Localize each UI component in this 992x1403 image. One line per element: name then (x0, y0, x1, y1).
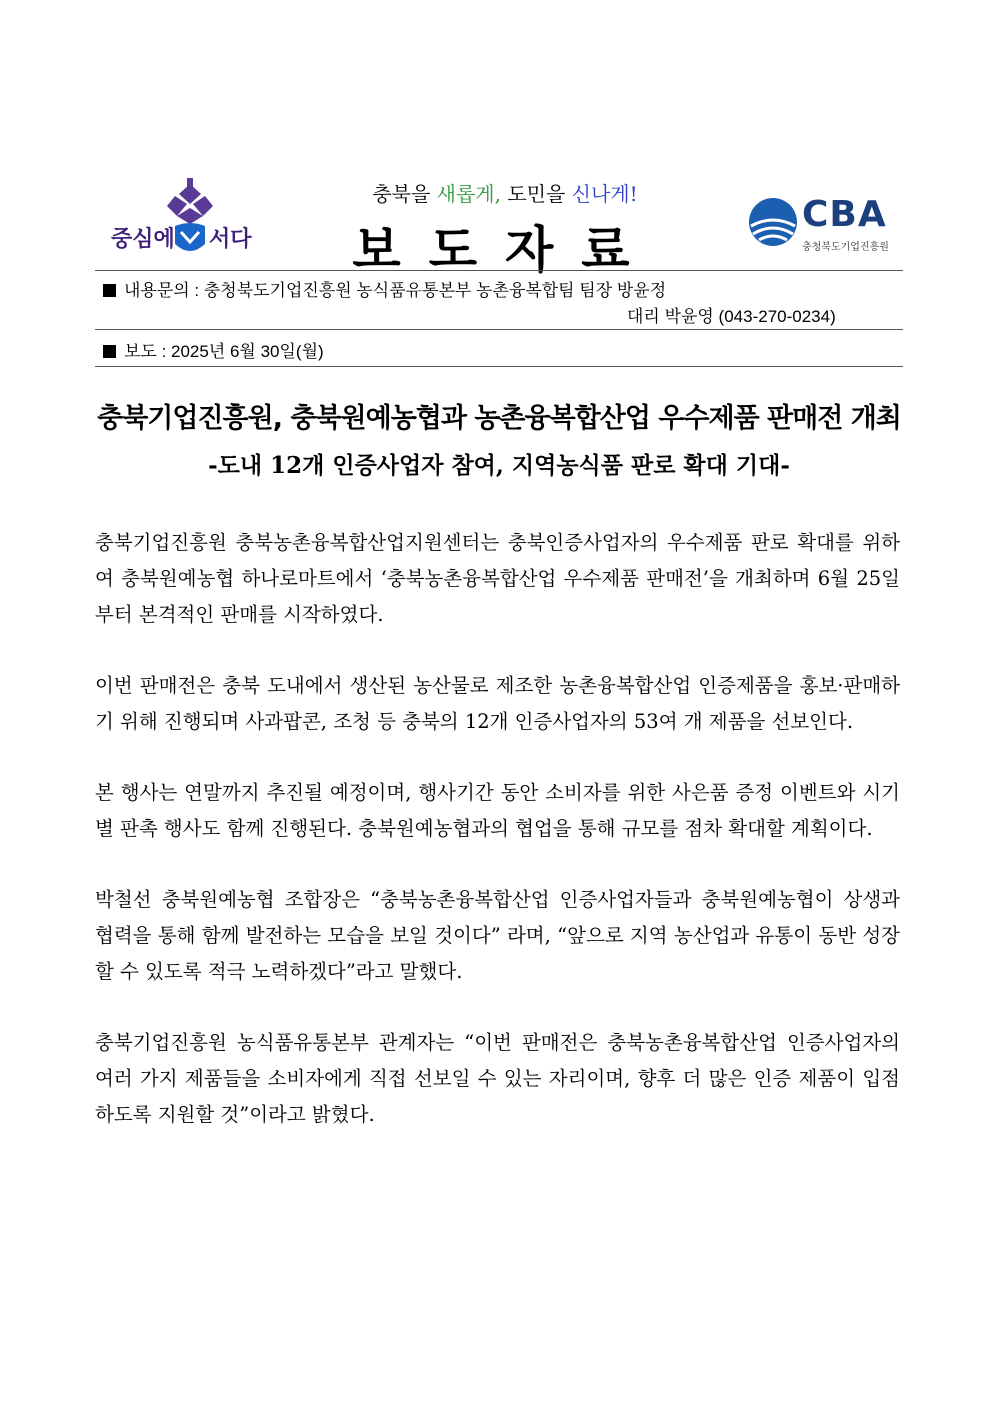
square-bullet-icon (103, 284, 116, 297)
divider (95, 270, 903, 271)
paragraph: 본 행사는 연말까지 추진될 예정이며, 행사기간 동안 소비자를 위한 사은품 증정 이벤트와 시기별 판촉 행사도 함께 진행된다. 충북원예농협과의 협업을 통해 규모를 점차 확대할 계획이다. (95, 781, 900, 840)
paragraph: 이번 판매전은 충북 도내에서 생산된 농산물로 제조한 농촌융복합산업 인증제품을 홍보·판매하기 위해 진행되며 사과팝콘, 조청 등 충북의 12개 인증사업자의 53여 개 제품을 선보인다. (95, 674, 900, 733)
contact-text: 내용문의 : 충청북도기업진흥원 농식품유통본부 농촌융복합팀 팀장 방윤정 (124, 281, 667, 300)
globe-icon (747, 196, 799, 248)
contact-line-2: 대리 박윤영 (043-270-0234) (627, 307, 836, 326)
cba-logo (747, 192, 907, 252)
slogan-green: 새롭게, (436, 182, 501, 206)
logo-text-right: 서다 (209, 227, 252, 252)
slogan-prefix: 충북을 (372, 182, 437, 206)
flower-logo-icon (105, 178, 255, 264)
paragraph: 충북기업진흥원 농식품유통본부 관계자는 “이번 판매전은 충북농촌융복합산업 인증사업자의 여러 가지 제품들을 소비자에게 직접 선보일 수 있는 자리이며, 향후 더 많은 인증 제품이 입점하도록 지원할 것”이라고 밝혔다. (95, 1031, 900, 1126)
contact-line-1 (103, 276, 666, 301)
article-body (95, 525, 900, 1168)
divider (95, 366, 903, 367)
slogan-mid: 도민을 (500, 182, 572, 206)
divider (95, 329, 903, 330)
release-date-text: 보도 : 2025년 6월 30일(월) (124, 342, 324, 361)
cba-logo-subtext: 충청북도기업진흥원 (802, 242, 889, 253)
paragraph: 충북기업진흥원 충북농촌융복합산업지원센터는 충북인증사업자의 우수제품 판로 확대를 위하여 충북원예농협 하나로마트에서 ‘충북농촌융복합산업 우수제품 판매전’을 개최하며 6월 25일부터 본격적인 판매를 시작하였다. (95, 531, 900, 626)
page-title: 보도자료 (352, 221, 658, 279)
slogan-blue: 신나게! (571, 182, 638, 206)
press-header (95, 170, 903, 279)
slogan (350, 178, 660, 207)
square-bullet-icon (103, 345, 116, 358)
paragraph: 박철선 충북원예농협 조합장은 “충북농촌융복합산업 인증사업자들과 충북원예농협이 상생과 협력을 통해 함께 발전하는 모습을 보일 것이다” 라며, “앞으로 지역 농산업과 유통이 동반 성장할 수 있도록 적극 노력하겠다”라고 말했다. (95, 888, 900, 983)
subheadline: -도내 12개 인증사업자 참여, 지역농식품 판로 확대 기대- (208, 452, 790, 479)
logo-text-left: 중심에 (111, 227, 175, 252)
headline: 충북기업진흥원, 충북원예농협과 농촌융복합산업 우수제품 판매전 개최 (97, 403, 901, 434)
release-date (103, 337, 324, 362)
cba-logo-text: CBA (802, 194, 887, 235)
slogan-logo (105, 178, 255, 264)
